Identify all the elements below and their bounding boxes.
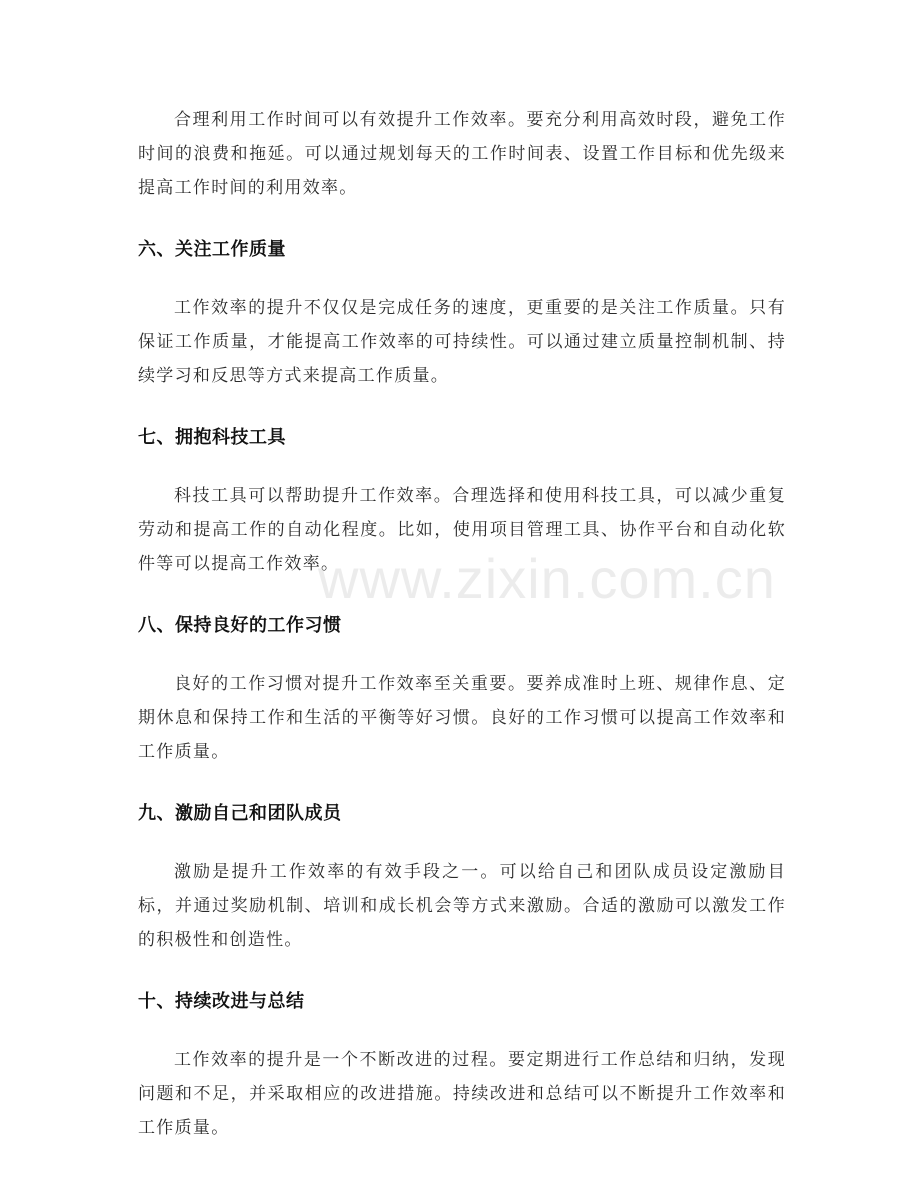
section-paragraph-8: 良好的工作习惯对提升工作效率至关重要。要养成准时上班、规律作息、定期休息和保持工作和生活的平衡等好习惯。良好的工作习惯可以提高工作效率和工作质量。	[138, 674, 786, 762]
section-heading-9: 九、激励自己和团队成员	[138, 803, 342, 824]
section-heading-8: 八、保持良好的工作习惯	[138, 615, 342, 636]
section-heading-10: 十、持续改进与总结	[138, 991, 305, 1012]
section-paragraph-9: 激励是提升工作效率的有效手段之一。可以给自己和团队成员设定激励目标，并通过奖励机制、培训和成长机会等方式来激励。合适的激励可以激发工作的积极性和创造性。	[138, 862, 786, 950]
section-paragraph-10: 工作效率的提升是一个不断改进的过程。要定期进行工作总结和归纳，发现问题和不足，并采取相应的改进措施。持续改进和总结可以不断提升工作效率和工作质量。	[138, 1050, 786, 1138]
watermark: www.zixin.com.cn	[318, 547, 776, 610]
section-heading-7: 七、拥抱科技工具	[138, 427, 286, 448]
section-paragraph-6: 工作效率的提升不仅仅是完成任务的速度，更重要的是关注工作质量。只有保证工作质量，才能提高工作效率的可持续性。可以通过建立质量控制机制、持续学习和反思等方式来提高工作质量。	[138, 298, 786, 386]
document-body	[138, 103, 786, 1145]
section-paragraph-7: 科技工具可以帮助提升工作效率。合理选择和使用科技工具，可以减少重复劳动和提高工作的自动化程度。比如，使用项目管理工具、协作平台和自动化软件等可以提高工作效率。	[138, 486, 786, 574]
section-heading-6: 六、关注工作质量	[138, 239, 286, 260]
intro-paragraph: 合理利用工作时间可以有效提升工作效率。要充分利用高效时段，避免工作时间的浪费和拖延。可以通过规划每天的工作时间表、设置工作目标和优先级来提高工作时间的利用效率。	[138, 110, 786, 198]
